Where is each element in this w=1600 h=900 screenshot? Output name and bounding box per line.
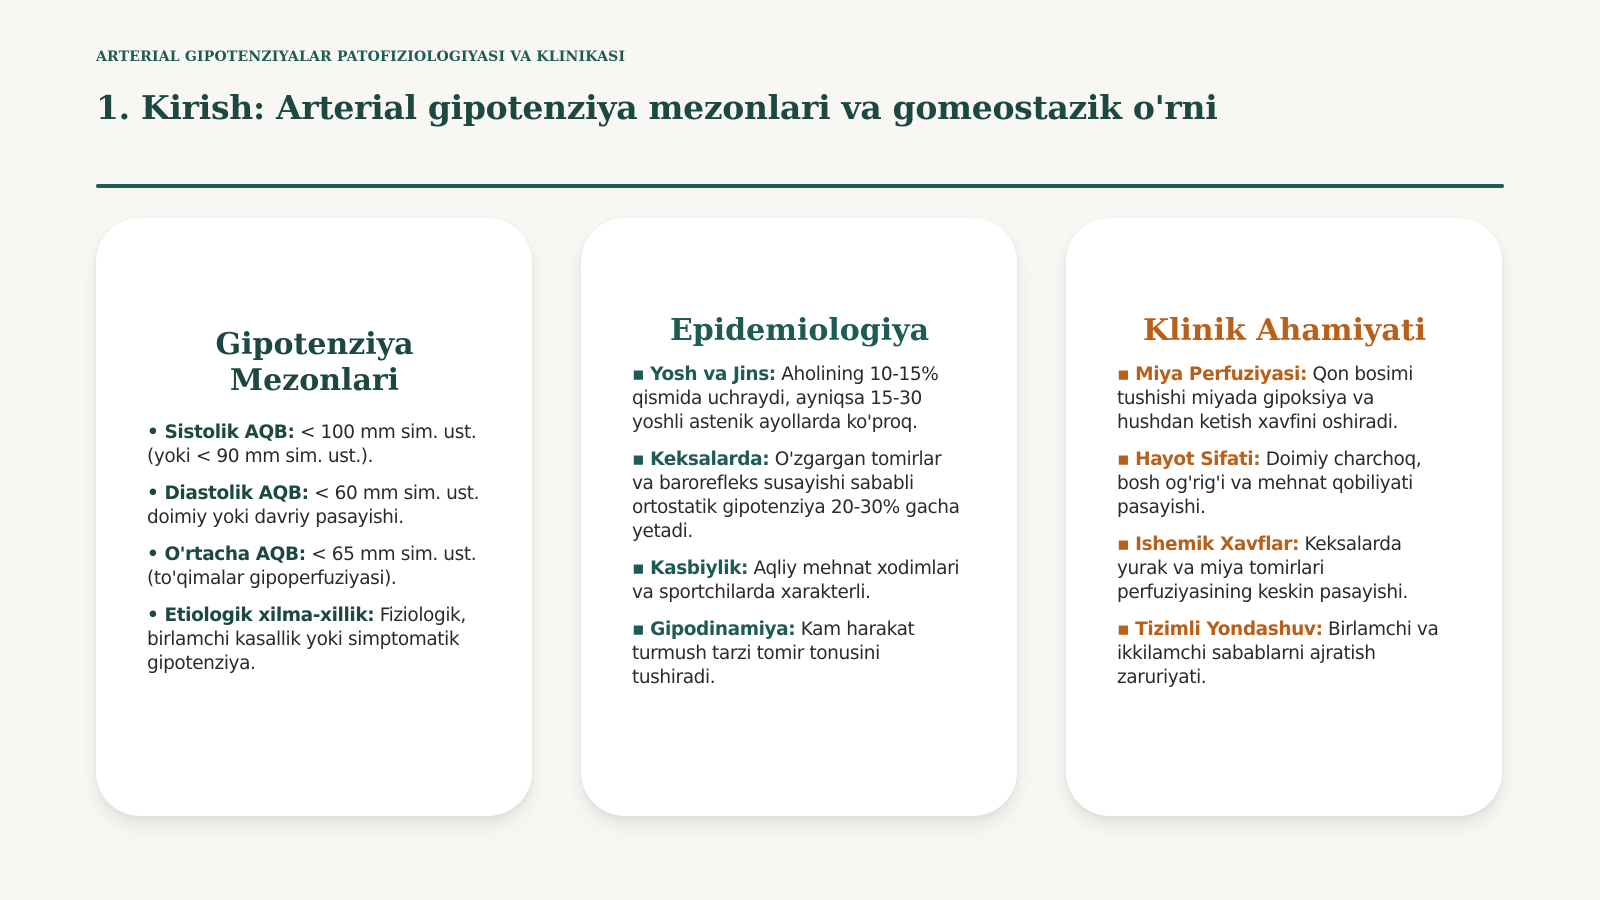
item-lead: ▪ Ishemik Xavflar:: [1117, 533, 1299, 555]
card-title: Gipotenziya Mezonlari: [215, 326, 414, 398]
item-text: Birlamchi va ikkilamchi sabablarni ajratish zaruriyati.: [1117, 618, 1439, 688]
card-gipotenziya-mezonlari: [96, 218, 532, 816]
list-item: [147, 421, 482, 469]
item-text: Keksalarda yurak va miya tomirlari perfuziyasining keskin pasayishi.: [1117, 533, 1408, 603]
list-item: [147, 482, 482, 530]
item-text: Qon bosimi tushishi miyada gipoksiya va hushdan ketish xavfini oshiradi.: [1117, 363, 1413, 433]
list-item: [632, 557, 967, 605]
item-lead: • O'rtacha AQB:: [147, 543, 306, 565]
item-text: Fiziologik, birlamchi kasallik yoki simptomatik gipotenziya.: [147, 604, 466, 674]
item-lead: ▪ Kasbiylik:: [632, 557, 749, 579]
item-lead: • Diastolik AQB:: [147, 482, 309, 504]
eyebrow-label: ARTERIAL GIPOTENZIYALAR PATOFIZIOLOGIYASI VA KLINIKASI: [96, 49, 626, 65]
card-title: Epidemiologiya: [669, 312, 930, 348]
item-text: O'zgargan tomirlar va barorefleks susayishi sababli ortostatik gipotenziya 20-30% gacha yetadi.: [632, 448, 960, 542]
list-item: [1117, 533, 1452, 605]
item-text: < 100 mm sim. ust. (yoki < 90 mm sim. ust.).: [147, 421, 477, 467]
item-text: Doimiy charchoq, bosh og'rig'i va mehnat qobiliyati pasayishi.: [1117, 448, 1422, 518]
item-lead: ▪ Hayot Sifati:: [1117, 448, 1261, 470]
list-item: [1117, 363, 1452, 435]
card-klinik-ahamiyati: [1066, 218, 1502, 816]
item-lead: ▪ Yosh va Jins:: [632, 363, 776, 385]
item-lead: ▪ Gipodinamiya:: [632, 618, 796, 640]
item-text: < 65 mm sim. ust. (to'qimalar gipoperfuziyasi).: [147, 543, 477, 589]
list-item: [632, 618, 967, 690]
item-text: Aholining 10-15% qismida uchraydi, ayniqsa 15-30 yoshli astenik ayollarda ko'proq.: [632, 363, 939, 433]
list-item: [147, 604, 482, 676]
list-item: [632, 448, 967, 544]
list-item: [1117, 448, 1452, 520]
item-lead: • Etiologik xilma-xillik:: [147, 604, 375, 626]
item-lead: • Sistolik AQB:: [147, 421, 295, 443]
item-lead: ▪ Keksalarda:: [632, 448, 770, 470]
list-item: [147, 543, 482, 591]
list-item: [1117, 618, 1452, 690]
item-lead: ▪ Miya Perfuziyasi:: [1117, 363, 1307, 385]
card-title: Klinik Ahamiyati: [1142, 312, 1427, 348]
item-lead: ▪ Tizimli Yondashuv:: [1117, 618, 1323, 640]
item-text: Kam harakat turmush tarzi tomir tonusini tushiradi.: [632, 618, 915, 688]
page-title: 1. Kirish: Arterial gipotenziya mezonlari va gomeostazik o'rni: [96, 88, 1218, 127]
list-item: [632, 363, 967, 435]
item-text: < 60 mm sim. ust. doimiy yoki davriy pasayishi.: [147, 482, 480, 528]
title-divider: [96, 184, 1504, 188]
card-epidemiologiya: [581, 218, 1017, 816]
item-text: Aqliy mehnat xodimlari va sportchilarda xarakterli.: [632, 557, 960, 603]
